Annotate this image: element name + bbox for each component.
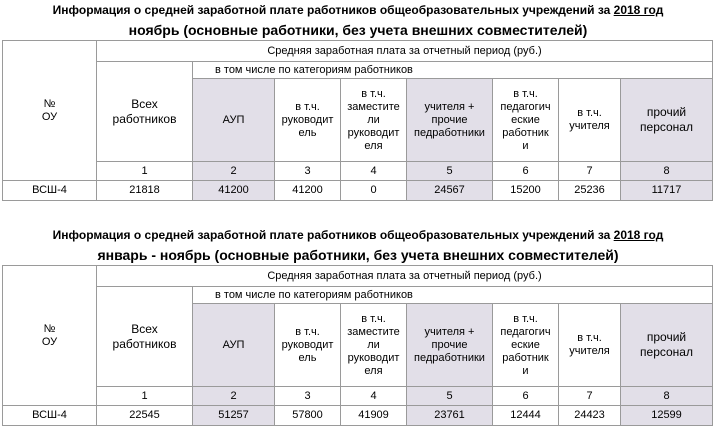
table-row [3,406,713,426]
column-number: 7 [559,387,621,406]
header-cat-deputies: в т.ч. заместите ли руководит еля [341,304,407,387]
header-cat-teachers: в т.ч. учителя [559,304,621,387]
value-ped-workers: 15200 [493,181,559,201]
column-number: 8 [621,162,713,181]
column-number: 4 [341,162,407,181]
value-all-workers: 21818 [97,181,193,201]
header-cat-ped-workers: в т.ч. педагогич еские работник и [493,304,559,387]
value-teachers-other: 23761 [407,406,493,426]
value-heads: 41200 [275,181,341,201]
column-number: 4 [341,387,407,406]
report-title-text: Информация о средней заработной плате работников общеобразовательных учреждений за [52,3,611,17]
column-number: 2 [193,387,275,406]
header-cat-heads: в т.ч. руководит ель [275,79,341,162]
value-heads: 57800 [275,406,341,426]
table-row [3,181,713,201]
column-number: 6 [493,387,559,406]
column-number: 8 [621,387,713,406]
value-aup: 41200 [193,181,275,201]
value-ped-workers: 12444 [493,406,559,426]
header-avg-salary: Средняя заработная плата за отчетный период (руб.) [97,41,713,62]
header-cat-other-staff: прочий персонал [621,304,713,387]
report-title [0,227,716,244]
header-cat-other-staff: прочий персонал [621,79,713,162]
salary-table [2,40,713,201]
header-all-workers: Всех работников [97,62,193,162]
value-teachers: 25236 [559,181,621,201]
column-number: 3 [275,162,341,181]
value-other-staff: 11717 [621,181,713,201]
header-cat-heads: в т.ч. руководит ель [275,304,341,387]
value-deputies: 0 [341,181,407,201]
report-title [0,2,716,19]
header-cat-teachers: в т.ч. учителя [559,79,621,162]
header-cat-aup: АУП [193,304,275,387]
value-teachers-other: 24567 [407,181,493,201]
header-cat-aup: АУП [193,79,275,162]
value-aup: 51257 [193,406,275,426]
header-no-ou: № ОУ [3,266,97,406]
column-number: 6 [493,162,559,181]
header-by-category: в том числе по категориям работников [193,287,713,304]
header-all-workers: Всех работников [97,287,193,387]
column-number: 5 [407,162,493,181]
header-by-category: в том числе по категориям работников [193,62,713,79]
column-number: 5 [407,387,493,406]
value-all-workers: 22545 [97,406,193,426]
value-other-staff: 12599 [621,406,713,426]
header-cat-deputies: в т.ч. заместите ли руководит еля [341,79,407,162]
header-cat-teachers-other: учителя + прочие педработники [407,79,493,162]
value-teachers: 24423 [559,406,621,426]
row-ou: ВСШ-4 [3,181,97,201]
report-year: 2018 год [613,3,664,17]
column-number: 1 [97,387,193,406]
column-number: 2 [193,162,275,181]
column-number: 3 [275,387,341,406]
header-no-ou: № ОУ [3,41,97,181]
report-title-text: Информация о средней заработной плате работников общеобразовательных учреждений за [52,228,611,242]
column-number: 7 [559,162,621,181]
header-cat-ped-workers: в т.ч. педагогич еские работник и [493,79,559,162]
report-year: 2018 год [613,228,664,242]
salary-table [2,265,713,426]
column-number: 1 [97,162,193,181]
header-cat-teachers-other: учителя + прочие педработники [407,304,493,387]
report-period: январь - ноябрь (основные работники, без учета внешних совместителей) [97,247,619,263]
value-deputies: 41909 [341,406,407,426]
header-avg-salary: Средняя заработная плата за отчетный период (руб.) [97,266,713,287]
report-period: ноябрь (основные работники, без учета внешних совместителей) [128,22,588,38]
row-ou: ВСШ-4 [3,406,97,426]
